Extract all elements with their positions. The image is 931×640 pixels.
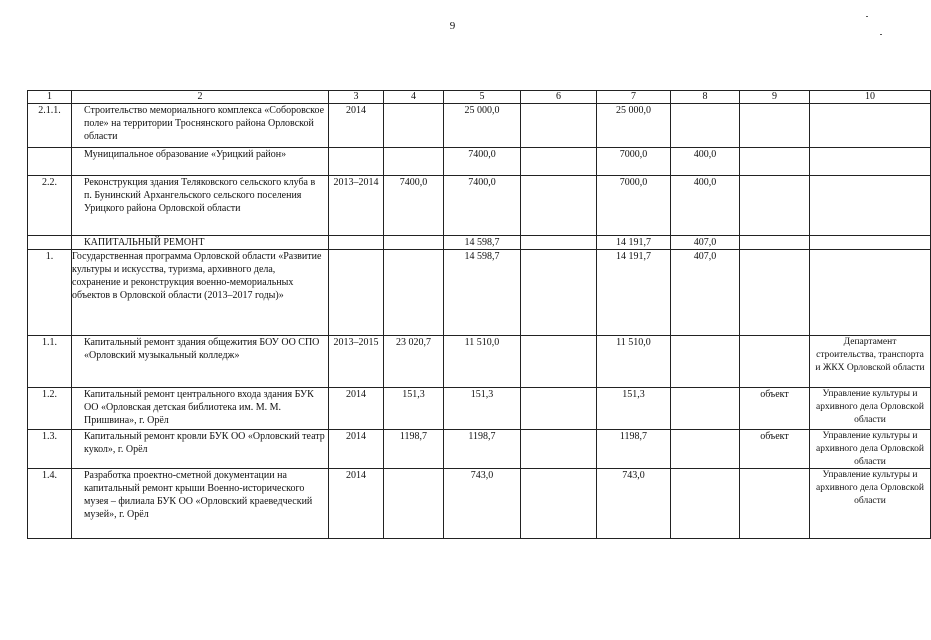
row-name: Капитальный ремонт здания общежития БОУ ОО СПО «Орловский музыкальный колледж» <box>72 336 329 388</box>
row-total: 151,3 <box>384 388 444 430</box>
row-value-7: 14 191,7 <box>597 250 671 336</box>
row-name: Разработка проектно-сметной документации на капитальный ремонт крыши Военно-исторического музея – филиала БУК ОО «Орловский краеведческий музей», г. Орёл <box>72 469 329 539</box>
row-value-6 <box>521 469 597 539</box>
row-executor: Управление культуры и архивного дела Орловской области <box>810 388 931 430</box>
row-executor <box>810 236 931 250</box>
row-value-5: 743,0 <box>444 469 521 539</box>
row-executor: Управление культуры и архивного дела Орловской области <box>810 469 931 539</box>
table-row <box>28 176 931 236</box>
table-row <box>28 336 931 388</box>
table-row <box>28 250 931 336</box>
row-value-7: 743,0 <box>597 469 671 539</box>
row-value-6 <box>521 176 597 236</box>
row-value-5: 25 000,0 <box>444 104 521 148</box>
row-number: 2.2. <box>28 176 72 236</box>
row-name: Реконструкция здания Теляковского сельского клуба в п. Бунинский Архангельского сельского поселения Урицкого района Орловской области <box>72 176 329 236</box>
row-total: 23 020,7 <box>384 336 444 388</box>
header-cell: 9 <box>740 91 810 104</box>
row-value-8: 400,0 <box>671 176 740 236</box>
row-period: 2013–2015 <box>329 336 384 388</box>
row-unit <box>740 336 810 388</box>
row-name: Капитальный ремонт центрального входа здания БУК ОО «Орловская детская библиотека им. М. М. Пришвина», г. Орёл <box>72 388 329 430</box>
row-value-5: 7400,0 <box>444 176 521 236</box>
row-unit: объект <box>740 388 810 430</box>
row-value-8 <box>671 469 740 539</box>
row-total <box>384 236 444 250</box>
row-period: 2013–2014 <box>329 176 384 236</box>
header-cell: 10 <box>810 91 931 104</box>
header-cell: 4 <box>384 91 444 104</box>
row-value-5: 14 598,7 <box>444 236 521 250</box>
row-value-8: 400,0 <box>671 148 740 176</box>
row-period <box>329 148 384 176</box>
row-number: 1.2. <box>28 388 72 430</box>
header-cell: 5 <box>444 91 521 104</box>
row-total: 7400,0 <box>384 176 444 236</box>
row-name: КАПИТАЛЬНЫЙ РЕМОНТ <box>72 236 329 250</box>
row-value-5: 7400,0 <box>444 148 521 176</box>
row-number <box>28 148 72 176</box>
row-unit <box>740 148 810 176</box>
row-value-6 <box>521 250 597 336</box>
table-row <box>28 430 931 469</box>
row-total: 1198,7 <box>384 430 444 469</box>
row-value-6 <box>521 104 597 148</box>
row-value-6 <box>521 336 597 388</box>
row-number: 1.1. <box>28 336 72 388</box>
page-number: 9 <box>449 20 456 32</box>
program-table <box>27 90 931 539</box>
row-number: 1.3. <box>28 430 72 469</box>
row-number: 1.4. <box>28 469 72 539</box>
row-value-8 <box>671 430 740 469</box>
row-value-6 <box>521 388 597 430</box>
row-value-7: 11 510,0 <box>597 336 671 388</box>
header-cell: 6 <box>521 91 597 104</box>
row-unit: объект <box>740 430 810 469</box>
row-unit <box>740 250 810 336</box>
row-executor: Управление культуры и архивного дела Орловской области <box>810 430 931 469</box>
row-value-5: 14 598,7 <box>444 250 521 336</box>
row-period <box>329 236 384 250</box>
row-total <box>384 250 444 336</box>
row-value-7: 151,3 <box>597 388 671 430</box>
row-value-7: 1198,7 <box>597 430 671 469</box>
table-body <box>28 104 931 539</box>
row-period: 2014 <box>329 104 384 148</box>
header-cell: 7 <box>597 91 671 104</box>
table-row <box>28 148 931 176</box>
row-value-8: 407,0 <box>671 236 740 250</box>
row-number: 1. <box>28 250 72 336</box>
header-cell: 8 <box>671 91 740 104</box>
row-total <box>384 104 444 148</box>
row-executor <box>810 104 931 148</box>
row-value-7: 14 191,7 <box>597 236 671 250</box>
scan-speck <box>866 16 868 17</box>
table-row <box>28 104 931 148</box>
row-executor <box>810 250 931 336</box>
row-value-6 <box>521 430 597 469</box>
table-row <box>28 236 931 250</box>
row-period: 2014 <box>329 430 384 469</box>
row-total <box>384 469 444 539</box>
row-value-8 <box>671 388 740 430</box>
row-value-5: 11 510,0 <box>444 336 521 388</box>
row-unit <box>740 104 810 148</box>
header-cell: 2 <box>72 91 329 104</box>
row-name: Капитальный ремонт кровли БУК ОО «Орловский театр кукол», г. Орёл <box>72 430 329 469</box>
header-cell: 1 <box>28 91 72 104</box>
row-unit <box>740 469 810 539</box>
row-name: Строительство мемориального комплекса «Соборовское поле» на территории Троснянского района Орловской области <box>72 104 329 148</box>
scan-speck <box>880 34 882 35</box>
row-value-6 <box>521 236 597 250</box>
row-value-8 <box>671 104 740 148</box>
header-cell: 3 <box>329 91 384 104</box>
row-period: 2014 <box>329 388 384 430</box>
row-total <box>384 148 444 176</box>
row-unit <box>740 236 810 250</box>
row-executor <box>810 148 931 176</box>
table-row <box>28 469 931 539</box>
row-number: 2.1.1. <box>28 104 72 148</box>
row-unit <box>740 176 810 236</box>
row-value-7: 25 000,0 <box>597 104 671 148</box>
row-name: Муниципальное образование «Урицкий район» <box>72 148 329 176</box>
row-period: 2014 <box>329 469 384 539</box>
row-period <box>329 250 384 336</box>
row-value-5: 151,3 <box>444 388 521 430</box>
row-number <box>28 236 72 250</box>
table-row <box>28 388 931 430</box>
header-row <box>28 91 931 104</box>
row-executor <box>810 176 931 236</box>
row-value-8: 407,0 <box>671 250 740 336</box>
row-value-7: 7000,0 <box>597 176 671 236</box>
row-value-5: 1198,7 <box>444 430 521 469</box>
row-name: Государственная программа Орловской области «Развитие культуры и искусства, туризма, архивного дела, сохранение и реконструкция военно-мемориальных объектов в Орловской области (2013–2017 годы)» <box>72 250 329 336</box>
row-executor: Департамент строительства, транспорта и ЖКХ Орловской области <box>810 336 931 388</box>
row-value-8 <box>671 336 740 388</box>
row-value-6 <box>521 148 597 176</box>
row-value-7: 7000,0 <box>597 148 671 176</box>
